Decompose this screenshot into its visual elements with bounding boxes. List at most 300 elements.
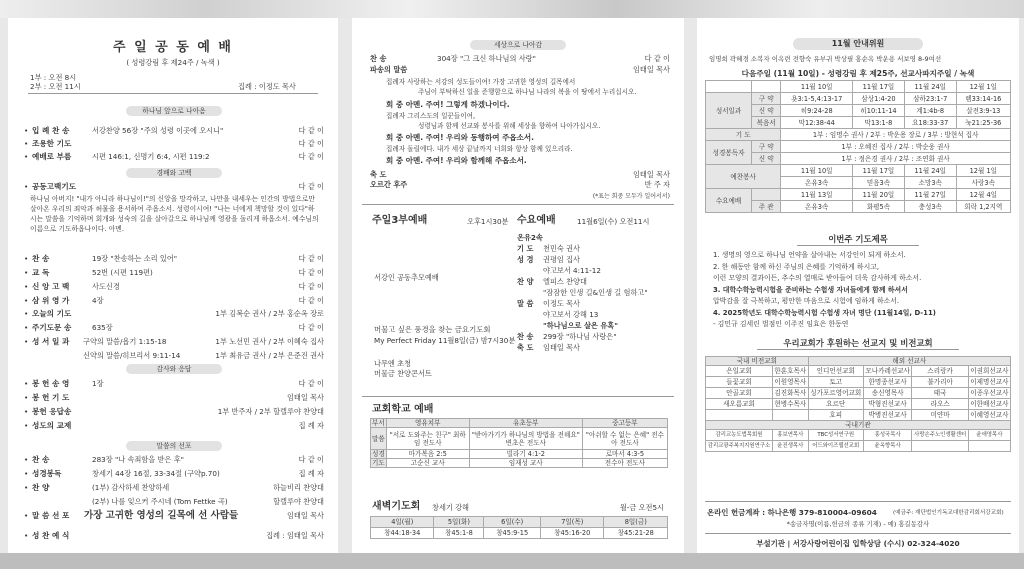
order-item-name: 입 례 찬 송 (32, 126, 70, 135)
table-cell: 인디언선교회 (808, 366, 863, 377)
table-row (706, 105, 1011, 117)
table-cell: 11월 17일 (853, 81, 905, 93)
order-item-leader: 집례 : 임태일 목사 (266, 531, 324, 540)
order-item-leader: 임태일 목사 (632, 65, 670, 74)
bullet: • (24, 182, 29, 191)
table-cell: 로마서 4:3-5 (582, 450, 667, 459)
prayer-item: 압박감을 잘 극복하고, 평안한 마음으로 시험에 임하게 하소서. (713, 297, 900, 305)
order-item-content: 구약의 말씀/욥기 1:15-18 (83, 337, 167, 346)
table-cell: 사랑손주노인생활센터 (912, 430, 968, 441)
concert-text: 나무엔 초청 (374, 359, 412, 368)
order-item-leader: 임태일 목사 (286, 511, 324, 520)
table-cell: 삼하23:1-7 (904, 93, 956, 105)
table-row (706, 388, 1011, 399)
wed-item-name: 말 씀 (517, 299, 534, 308)
table-cell: 기 도 (706, 129, 781, 141)
table-cell: 온유3속 (781, 201, 853, 213)
order-item-leader: 다 같 이 (298, 268, 324, 277)
account-owner: (예금주: 재단법인기독교대한감리회서강교회) (893, 510, 1004, 516)
table-cell: "받아가기가 하나님의 방법을 전해요" 변초은 전도사 (469, 428, 582, 450)
concert-text: 머물고 싶은 풍경을 찾는 금요기도회 (374, 325, 491, 334)
order-item-leader: 다 같 이 (298, 296, 324, 305)
wed-item-name: 성 경 (517, 255, 534, 264)
sending-line: 회 중 아멘. 주여! 그렇게 하겠나이다. (386, 100, 510, 109)
order-item-content: 창세기 44장 16절, 33-34절 (구약p.70) (92, 469, 220, 478)
section-heading: 경배와 고백 (126, 168, 222, 178)
table-cell: 막12:38-44 (781, 117, 853, 129)
order-item-leader: 다 같 이 (298, 379, 324, 388)
table-cell: 눅21:25-36 (956, 117, 1010, 129)
bullet: • (24, 268, 29, 277)
sending-line: 집례자 사랑하는 서강의 성도들이여! 가장 고귀한 영성의 길목에서 (386, 78, 576, 86)
order-item-name: 교 독 (32, 268, 50, 277)
bullet: • (24, 309, 29, 318)
table-row (706, 129, 1011, 141)
bottom-band (0, 553, 1024, 569)
table-header: 해외 선교사 (808, 357, 1010, 366)
sending-line: 회 중 아멘. 주여! 우리와 함께해 주옵소서. (386, 156, 527, 165)
subtitle: ( 성령강림 후 제24주 / 녹색 ) (126, 58, 220, 67)
table-cell: 윤옥향목사 (863, 441, 912, 452)
divider (28, 93, 318, 94)
table-header: 유초등부 (469, 419, 582, 428)
order-item-leader: 1부 노선민 권사 / 2부 이혜숙 집사 (215, 337, 324, 346)
order-item-leader: 임태일 목사 (632, 170, 670, 179)
dawn-day: 4일(월) (371, 517, 434, 528)
table-cell: 12월 1일 (956, 81, 1010, 93)
order-item-content: 52번 (시편 119편) (92, 268, 153, 277)
table-cell: 욧3:1-5,4:13-17 (781, 93, 853, 105)
concert-text: 머물금 찬양콘서트 (374, 369, 432, 378)
confession-text: 하나님 아버지! "내가 아니라 하나님이!"의 신앙을 망각하고, 나만을 내세우는 인간의 방법으로만 살아온 우리의 죄악과 허물을 용서하여 주옵소서. 성령이시여! "나는 너에게 책망할 것이 있다"하시는 말씀을 기억하며 회개와 성숙의 길을 살아갈으로 하나님께 영광을 돌리게 하옵소서. 예수님의 이름으로 기도하옵나이다. 아멘. (30, 195, 319, 233)
table-header-row (706, 357, 1011, 366)
leader: 집례 : 이정도 목사 (238, 82, 296, 91)
table-row (706, 93, 1011, 105)
wed-item-value: 야고보서 4:11-12 (543, 266, 601, 275)
table-cell: 윤진생목사 (772, 441, 808, 452)
worship-order-panel (8, 18, 338, 553)
table-cell: 박병진선교사 (863, 410, 912, 421)
order-item-leader: 1부 반주자 / 2부 할렐루야 찬양대 (217, 407, 324, 416)
dawn-day: 6일(수) (484, 517, 541, 528)
wed-item-value: 임태일 목사 (543, 343, 581, 352)
table-cell: 은일교회 (706, 366, 773, 377)
dawn-title: 새벽기도회 (372, 501, 421, 512)
table-cell: 윤애영목사 (968, 430, 1010, 441)
wed-item-name: 기 도 (517, 244, 534, 253)
table-cell: 태국 (912, 388, 968, 399)
order-item-leader: 할렐루야 찬양대 (273, 497, 324, 506)
page-title: 주 일 공 동 예 배 (113, 40, 233, 55)
sending-line: 성령님과 함께 선교와 봉사를 위해 세상을 향하여 나아가십시오. (418, 122, 601, 130)
table-cell: 새오름교회 (706, 399, 773, 410)
table-cell (968, 441, 1010, 452)
sending-line: 회 중 아멘. 주여! 우리와 동행하여 주옵소서. (386, 133, 534, 142)
order-item-name: 찬 송 (32, 254, 50, 263)
table-cell: 임재성 교사 (469, 459, 582, 468)
table-cell: 이원영목사 (774, 378, 807, 386)
table-cell: 12월 1일 (956, 165, 1010, 177)
table-cell: 말씀 (371, 428, 387, 450)
section-heading: 말씀의 선포 (126, 441, 222, 451)
table-cell (706, 410, 773, 421)
section-heading: 11월 안내위원 (793, 38, 923, 50)
order-item-leader: 다 같 이 (298, 139, 324, 148)
table-cell: 삼상1:4-20 (853, 93, 905, 105)
table-header: 국내 비전교회 (706, 357, 809, 366)
order-item-content: (2부) 나를 잊으커 주시네 (Tom Fettke 곡) (92, 497, 228, 506)
lectionary-table (705, 80, 1011, 213)
table-cell: 구 약 (752, 93, 781, 105)
announcements-panel (697, 18, 1019, 553)
order-item-name: 찬 양 (32, 483, 50, 492)
divider (362, 396, 674, 397)
table-row (706, 366, 1011, 377)
table-row (706, 81, 1011, 93)
order-item-content: 635장 (92, 323, 113, 332)
table-header-row (706, 421, 1011, 430)
table-row (706, 441, 1011, 452)
prayer-item: 이런 모양의 결과이든, 추수의 열매로 받아들여 더욱 감사하게 하소서. (713, 274, 922, 282)
table-cell: 수요예배 (706, 189, 752, 213)
wed-item-value: 이정도 목사 (543, 299, 581, 308)
bullet: • (24, 511, 29, 520)
table-row (706, 430, 1011, 441)
divider (705, 501, 1011, 502)
table-cell: 12월 4일 (956, 189, 1010, 201)
bullet: • (24, 531, 29, 540)
table-cell: 신 약 (752, 105, 781, 117)
table-header-row (371, 419, 668, 428)
order-item-content: 19장 "찬송하는 소리 있어" (92, 254, 178, 263)
order-item-content: 304장 "그 크신 하나님의 사랑" (437, 54, 536, 63)
order-item-name: 성 서 일 과 (32, 337, 70, 346)
table-row (371, 517, 668, 528)
table-cell: 고순신 교사 (386, 459, 469, 468)
table-cell: 11월 20일 (853, 189, 905, 201)
dawn-ref: 창45:21-28 (604, 528, 668, 539)
sending-line: 집례자 그리스도의 일꾼들이여, (386, 112, 476, 120)
table-cell: 전수아 전도사 (582, 459, 667, 468)
dawn-day: 7일(목) (541, 517, 604, 528)
table-cell: 주 관 (752, 201, 781, 213)
dawn-ref: 창45:1-8 (434, 528, 484, 539)
table-cell (912, 441, 968, 452)
table-cell: 빌라기 4:1-2 (469, 450, 582, 459)
service-time-1: 1부 : 오전 8시 (30, 73, 77, 82)
order-item-name: 축 도 (370, 170, 387, 179)
table-row (706, 410, 1011, 421)
table-cell: 1부 : 오혜진 집사 / 2부 : 박순웅 권사 (781, 141, 1011, 153)
table-cell: 요르단 (808, 399, 863, 410)
service-time: 11월6일(수) 오전11시 (577, 217, 650, 226)
order-item-name: 신 앙 고 백 (32, 282, 70, 291)
table-cell: 홍성국목사 (863, 430, 912, 441)
order-item-leader: 다 같 이 (298, 152, 324, 161)
bullet: • (24, 483, 29, 492)
next-sunday: 다음주일 (11월 10일) - 성령강림 후 제25주, 선교사파지주일 / 녹색 (741, 69, 975, 78)
table-row (706, 141, 1011, 153)
order-item-content: 1장 (92, 379, 104, 388)
table-cell (752, 81, 781, 93)
table-cell: 성경 (372, 450, 385, 458)
order-item-leader: 하늘비리 찬양대 (273, 483, 324, 492)
dawn-table (370, 516, 668, 539)
table-cell: 렘33:14-16 (956, 93, 1010, 105)
order-item-content: 사도신경 (92, 282, 120, 291)
table-cell: 11월 24일 (904, 165, 956, 177)
section-heading: 감사와 응답 (126, 364, 222, 374)
table-cell: TBC성서연구원 (808, 430, 863, 441)
mission-title: 우리교회가 후원하는 선교지 및 비전교회 (783, 338, 933, 348)
order-item-name: 파송의 말씀 (370, 65, 408, 74)
table-cell: 1부 : 임명수 권사 / 2부 : 박운용 장로 / 3부 : 방현석 집사 (781, 129, 1011, 141)
dawn-ref: 창45:16-20 (541, 528, 604, 539)
footer-contact: 부설기관 | 서강사랑어린이집 입학상담 (수시) 02-324-4020 (756, 539, 960, 548)
account-note: *송금자명(이름,헌금의 종류 기재) - 예) 홍길동감사 (786, 520, 930, 528)
table-cell: 이권희선교사 (970, 367, 1009, 375)
divider (757, 349, 959, 350)
order-item-leader: 반 주 자 (644, 180, 670, 189)
order-item-name: 봉 헌 기 도 (32, 393, 70, 402)
dawn-ref: 창44:18-34 (371, 528, 434, 539)
wed-item-value: "잠잠한 인생 길&인생 길 험하고" (543, 288, 648, 297)
dawn-day: 8일(금) (604, 517, 668, 528)
table-cell: 히9:24-28 (781, 105, 853, 117)
prayer-item: 3. 대학수학능력시험을 준비하는 수험생 자녀들에게 함께 하셔서 (713, 285, 908, 294)
bullet: • (24, 296, 29, 305)
table-cell: 스리랑카 (912, 366, 968, 377)
bullet: • (24, 323, 29, 332)
order-item-leader: 다 같 이 (298, 126, 324, 135)
order-item-name: 오늘의 기도 (32, 309, 72, 318)
bullet: • (24, 455, 29, 464)
table-row (371, 528, 668, 539)
table-cell: 계1:4b-8 (904, 105, 956, 117)
order-item-leader: 다 같 이 (298, 282, 324, 291)
table-row (706, 189, 1011, 201)
table-cell: 막13:1-8 (853, 117, 905, 129)
divider (797, 245, 919, 246)
prayer-item: - 김민규 김세린 벌점인 이주진 임효은 한동연 (713, 320, 849, 328)
dawn-day: 5일(화) (434, 517, 484, 528)
prayer-title: 이번주 기도제목 (828, 234, 888, 244)
wed-item-value: 야고보서 강해 13 (543, 310, 599, 319)
bullet: • (24, 282, 29, 291)
wed-item-value: 299장 "하나님 사랑은" (543, 332, 617, 341)
dawn-time: 월-금 오전5시 (619, 503, 664, 512)
prayer-item: 1. 생명의 영으로 하나님 언약을 살아내는 서강인이 되게 하소서. (713, 251, 906, 259)
table-cell: 호피 (808, 410, 863, 421)
table-cell (706, 81, 752, 93)
table-row (706, 399, 1011, 410)
service-time: 오후1시30분 (467, 217, 509, 226)
sending-line: 주님이 부탁하신 일을 준행함으로 하나님 나라의 복을 이 땅에서 누리십시오. (418, 88, 637, 96)
service-time-2: 2부 : 오전 11시 (30, 82, 81, 91)
bullet: • (24, 337, 29, 346)
account-line: 온라인 헌금계좌 : 하나은행 379-810004-09604 (707, 508, 877, 517)
table-cell: 이한배선교사 (970, 400, 1009, 408)
bullet: • (24, 126, 29, 135)
table-cell: 온유3속 (781, 177, 853, 189)
mission-table (705, 356, 1011, 452)
order-item-name: 오르간 후주 (370, 180, 408, 189)
table-row (706, 165, 1011, 177)
order-item-name: 봉헌 응답송 (32, 407, 72, 416)
wed-item-value: 권평임 집사 (543, 255, 581, 264)
sending-and-services-panel (352, 18, 684, 553)
table-header: 부서 (372, 419, 385, 427)
note: (*표는 회중 모두가 일어서서) (592, 193, 670, 200)
table-cell: 성경봉독자 (706, 141, 752, 165)
wed-item-name: 찬 양 (517, 277, 534, 286)
table-row (371, 428, 668, 450)
order-item-name: 공동고백기도 (32, 182, 77, 191)
sending-line: 집례자 돌릴에다. 내가 세상 끝날까지 너희와 항상 함께 있으리라. (386, 145, 573, 153)
table-header: 영유치부 (386, 419, 469, 428)
order-item-content: 신약의 말씀/히브리서 9:11-14 (83, 351, 181, 360)
table-cell: 11월 17일 (853, 165, 905, 177)
table-cell: "서로 도와주는 친구" 최하임 전도사 (386, 428, 469, 450)
table-cell: 요18:33-37 (904, 117, 956, 129)
table-cell: 희락 1,2지역 (956, 201, 1010, 213)
order-item-leader: 집 례 자 (298, 469, 324, 478)
prayer-item: 2. 한 해동안 함께 하신 주님의 은혜를 기억하게 하시고, (713, 262, 880, 271)
table-cell (752, 189, 781, 201)
divider (362, 204, 674, 205)
table-header: 국내기관 (706, 421, 1011, 430)
table-cell: 충성3속 (904, 201, 956, 213)
usher-names: 임명희 곽혜경 소복자 이옥련 전향숙 유부귀 박상필 홍순옥 박운용 서보영 8-9여선 (709, 55, 942, 63)
order-item-leader: 집 례 자 (298, 421, 324, 430)
section-heading: 하나님 앞으로 나아옴 (126, 106, 222, 116)
wed-item-value: 엘피스 찬양대 (543, 277, 587, 286)
bullet: • (24, 254, 29, 263)
prayer-item: 4. 2025학년도 대학수학능력시험 수험생 자녀 명단 (11월14일, D-11) (713, 308, 936, 317)
order-item-leader: 다 같 이 (644, 54, 670, 63)
table-row (706, 117, 1011, 129)
table-cell: 토고 (808, 377, 863, 388)
table-cell: 기도 (372, 459, 385, 467)
table-cell: 안골교회 (706, 388, 773, 399)
table-row (706, 153, 1011, 165)
wed-item-name: 찬 송 (517, 332, 534, 341)
service-title: 수요예배 (517, 215, 556, 226)
bullet: • (24, 152, 29, 161)
bullet: • (24, 469, 29, 478)
table-cell: 11월 27일 (904, 189, 956, 201)
table-cell: 박형진선교사 (863, 399, 912, 410)
order-item-name: 성경봉독 (32, 469, 62, 478)
table-cell (772, 410, 808, 421)
table-row (371, 450, 668, 459)
table-cell: 홍보연목사 (772, 430, 808, 441)
dawn-sub: 창세기 강해 (432, 503, 470, 512)
table-cell: 화평5속 (853, 201, 905, 213)
order-item-leader: 다 같 이 (298, 254, 324, 263)
table-cell: 이혜영선교사 (970, 411, 1009, 419)
order-item-leader: 1부 김복순 권사 / 2부 홍순옥 장로 (215, 309, 324, 318)
section-heading: 세상으로 나아감 (470, 40, 566, 50)
table-cell: 히10:11-14 (853, 105, 905, 117)
table-cell: 싱가포르영어교회 (808, 388, 863, 399)
table-row (371, 459, 668, 468)
order-item-leader: 다 같 이 (298, 455, 324, 464)
table-cell: 한명종선교사 (863, 377, 912, 388)
bullet: • (24, 393, 29, 402)
table-row (706, 201, 1011, 213)
table-row (706, 377, 1011, 388)
bullet: • (24, 421, 29, 430)
table-cell: 1부 : 정은경 권사 / 2부 : 조연화 권사 (781, 153, 1011, 165)
table-cell: 11월 24일 (904, 81, 956, 93)
table-cell: 마가복음 2:5 (386, 450, 469, 459)
wed-item-value: "하나님으로 살은 유혹" (543, 321, 618, 330)
order-item-name: 삼 위 영 가 (32, 296, 70, 305)
order-item-content: 가장 고귀한 영성의 길목에 선 사람들 (84, 510, 239, 521)
order-item-content: 283장 "나 속죄함을 받은 후" (92, 455, 184, 464)
table-cell: 구 약 (752, 141, 781, 153)
table-cell: 복음서 (752, 117, 781, 129)
wed-item-name: 온유2속 (517, 233, 543, 242)
table-cell: 예찬봉사 (706, 165, 781, 189)
table-cell: 어드와이즈웹선교회 (808, 441, 863, 452)
table-cell: 들꽃교회 (706, 377, 773, 388)
table-cell: 김진화목사 (774, 389, 807, 397)
school-table (370, 418, 668, 468)
table-cell: 11월 13일 (781, 189, 853, 201)
table-cell: 신 약 (752, 153, 781, 165)
order-item-name: 예배로 부름 (32, 152, 72, 161)
table-cell: 한훈호목사 (774, 367, 807, 375)
table-cell: 송신영목사 (863, 388, 912, 399)
concert-text: My Perfect Friday 11월8일(금) 밤7시30분 (374, 336, 516, 345)
table-cell: 11월 10일 (781, 165, 853, 177)
order-item-content: 4장 (92, 296, 104, 305)
wed-item-name: 축 도 (517, 343, 534, 352)
table-header: 중고등부 (582, 419, 667, 428)
school-title: 교회학교 예배 (372, 404, 434, 415)
order-item-name: 말 씀 선 포 (32, 511, 70, 520)
table-cell: 라오스 (912, 399, 968, 410)
order-item-leader: 임태일 목사 (286, 393, 324, 402)
table-cell: 살전3:9-13 (956, 105, 1010, 117)
order-item-name: 봉 헌 송 영 (32, 379, 70, 388)
order-item-content: 시편 146:1, 신명기 6:4, 시편 119:2 (92, 152, 210, 161)
service-title: 주일3부예배 (372, 215, 428, 226)
divider (705, 533, 1011, 534)
order-item-content: 서강찬양 56장 "주의 성령 이곳에 오시니" (92, 126, 224, 135)
table-cell: 감리교농도법목회원 (706, 430, 773, 441)
bullet: • (24, 379, 29, 388)
top-band (0, 0, 1024, 18)
service-content: 서강인 공동추모예배 (374, 273, 439, 282)
table-cell: 사랑3속 (956, 177, 1010, 189)
order-item-name: 찬 송 (370, 54, 387, 63)
order-item-leader: 1부 최유금 권사 / 2부 은준진 권사 (215, 351, 324, 360)
order-item-name: 조용한 기도 (32, 139, 72, 148)
table-cell: 11월 10일 (781, 81, 853, 93)
order-item-name: 주기도문 송 (32, 323, 72, 332)
order-item-name: 성도의 교제 (32, 421, 72, 430)
order-item-content: (1부) 감사하세 찬양하세 (92, 483, 170, 492)
table-cell: 미얀마 (912, 410, 968, 421)
table-cell: 이종우선교사 (970, 389, 1009, 397)
table-cell: 믿음3속 (853, 177, 905, 189)
table-cell: 감리교광주복지지원연구소 (706, 441, 773, 452)
table-cell: 소망3속 (904, 177, 956, 189)
table-cell: 현병수목사 (774, 400, 807, 408)
